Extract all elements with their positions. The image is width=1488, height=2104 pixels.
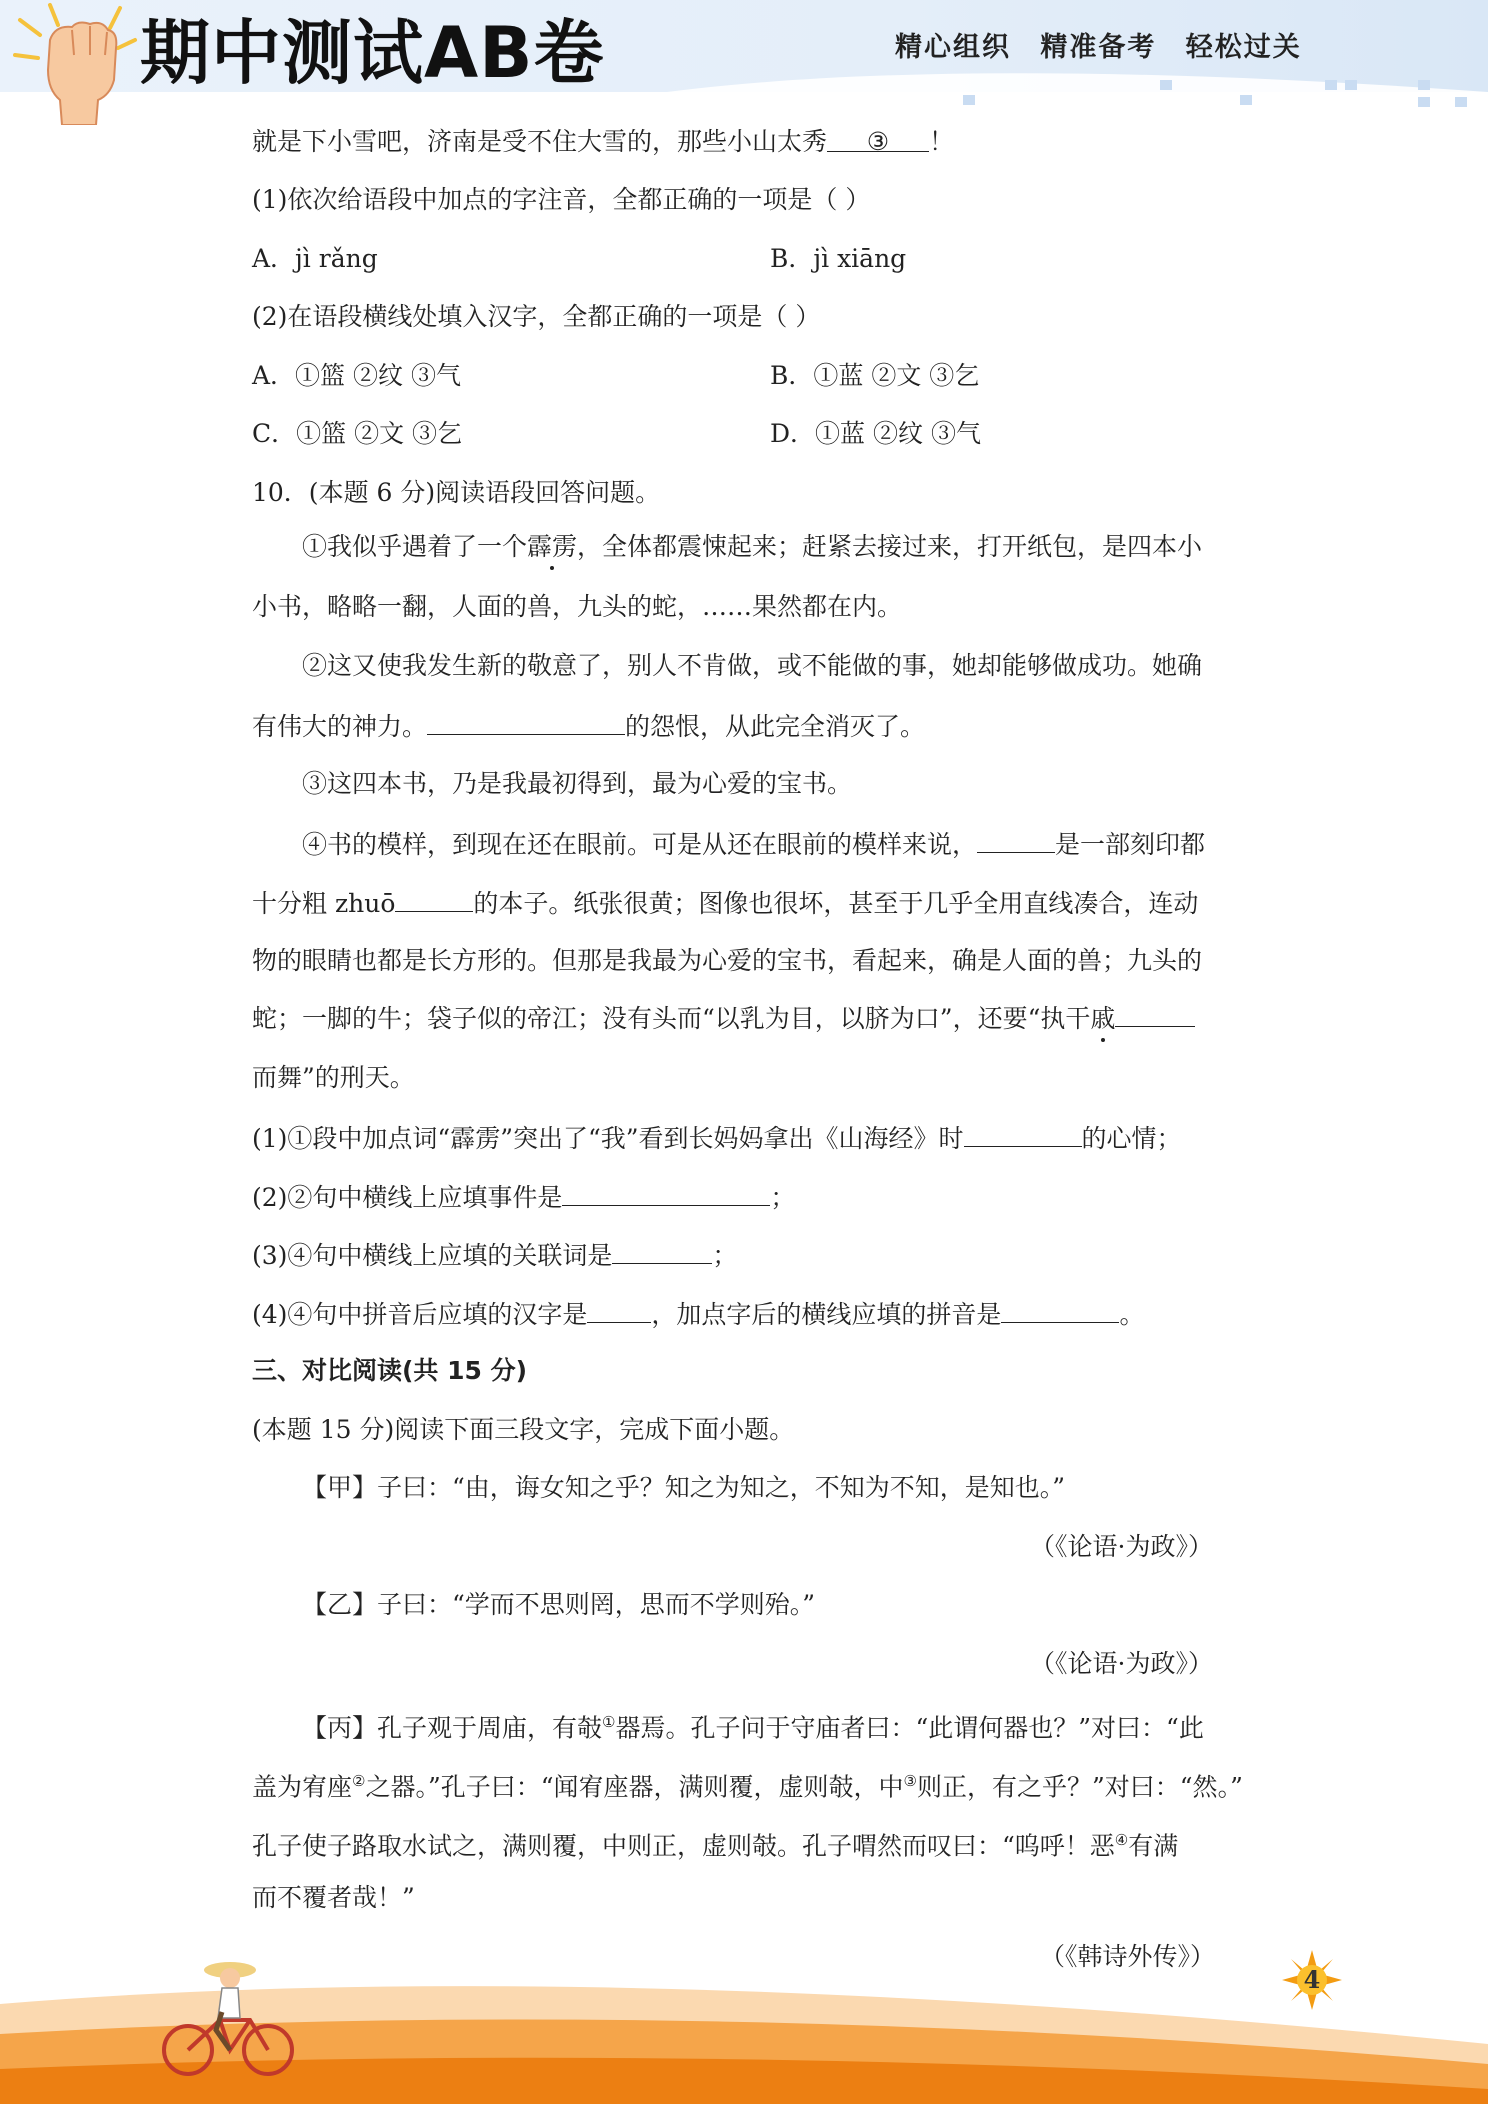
passage-bing: 【丙】孔子观于周庙，有攲①器焉。孔子问于守庙者曰：“此谓何器也？”对曰：“此 xyxy=(302,1713,1204,1743)
option-d: D．①蓝 ②纹 ③气 xyxy=(770,419,981,448)
sub-question: (3)④句中横线上应填的关联词是 ； xyxy=(252,1241,738,1270)
passage-line: 小书，略略一翻，人面的兽，九头的蛇，……果然都在内。 xyxy=(252,592,903,621)
source-citation: （《韩诗外传》） xyxy=(1040,1942,1216,1971)
passage-bing: 孔子使子路取水试之，满则覆，中则正，虚则攲。孔子喟然而叹曰：“呜呼！恶④有满 xyxy=(252,1831,1179,1861)
sub-question: (1)①段中加点词“霹雳”突出了“我”看到长妈妈拿出《山海经》时 的心情； xyxy=(252,1124,1182,1153)
decor-square xyxy=(1325,80,1337,90)
passage-bing: 盖为宥座②之器。”孔子曰：“闻宥座器，满则覆，虚则攲，中③则正，有之乎？”对曰：“然。” xyxy=(252,1772,1243,1802)
dotted-word: 戚 xyxy=(1090,1004,1116,1033)
question-title: 10．(本题 6 分)阅读语段回答问题。 xyxy=(252,478,661,507)
passage-jia: 【甲】子曰：“由，诲女知之乎？知之为知之，不知为不知，是知也。” xyxy=(302,1473,1066,1502)
decor-square xyxy=(1455,97,1467,107)
passage-line: ②这又使我发生新的敬意了，别人不肯做，或不能做的事，她却能够做成功。她确 xyxy=(302,651,1203,680)
decor-square xyxy=(963,95,975,105)
passage-line: ③这四本书，乃是我最初得到，最为心爱的宝书。 xyxy=(302,769,853,798)
passage-line: 有伟大的神力。 的怨恨，从此完全消灭了。 xyxy=(252,712,926,741)
option-a: A．jì rǎng xyxy=(252,244,378,273)
cyclist-icon xyxy=(160,1950,300,2080)
option-b: B．①蓝 ②文 ③乞 xyxy=(770,361,980,390)
decor-square xyxy=(1418,80,1430,90)
passage-yi: 【乙】子曰：“学而不思则罔，思而不学则殆。” xyxy=(302,1590,816,1619)
section-heading: 三、对比阅读(共 15 分) xyxy=(252,1356,528,1385)
option-b: B．jì xiāng xyxy=(770,244,907,273)
sub-question: (4)④句中拼音后应填的汉字是 ，加点字后的横线应填的拼音是 。 xyxy=(252,1300,1145,1329)
passage-line: ④书的模样，到现在还在眼前。可是从还在眼前的模样来说， 是一部刻印都 xyxy=(302,830,1206,859)
passage-line: 而舞”的刑天。 xyxy=(252,1063,415,1092)
passage-line: 物的眼睛也都是长方形的。但那是我最为心爱的宝书，看起来，确是人面的兽；九头的 xyxy=(252,946,1203,975)
question-text: (1)依次给语段中加点的字注音，全都正确的一项是（ ） xyxy=(252,185,871,214)
page-header xyxy=(0,0,1488,125)
sub-question: (2)②句中横线上应填事件是 ； xyxy=(252,1183,796,1212)
raised-fist-icon xyxy=(10,0,145,125)
decor-square xyxy=(1240,95,1252,105)
header-swoosh xyxy=(600,40,1488,110)
question-title: (本题 15 分)阅读下面三段文字，完成下面小题。 xyxy=(252,1415,795,1444)
dotted-word: 霹雳 xyxy=(527,532,578,561)
passage-line: ①我似乎遇着了一个霹雳，全体都震悚起来；赶紧去接过来，打开纸包，是四本小 xyxy=(302,532,1203,561)
question-text: (2)在语段横线处填入汉字，全都正确的一项是（ ） xyxy=(252,302,821,331)
source-citation: （《论语·为政》） xyxy=(1030,1649,1213,1678)
decor-square xyxy=(1160,80,1172,90)
header-title: 期中测试AB卷 xyxy=(140,12,605,94)
passage-line: 蛇；一脚的牛；袋子似的帝江；没有头而“以乳为目，以脐为口”，还要“执干戚 xyxy=(252,1002,1195,1034)
passage-line: 十分粗 zhuō 的本子。纸张很黄；图像也很坏，甚至于几乎全用直线凑合，连动 xyxy=(252,889,1199,918)
decor-square xyxy=(1418,97,1430,107)
passage-line: 就是下小雪吧，济南是受不住大雪的，那些小山太秀 ③ ！ xyxy=(252,127,955,156)
option-c: C．①篮 ②文 ③乞 xyxy=(252,419,463,448)
decor-square xyxy=(1345,80,1357,90)
option-a: A．①篮 ②纹 ③气 xyxy=(252,361,461,390)
header-slogan: 精心组织 精准备考 轻松过关 xyxy=(895,32,1302,63)
page-number: 4 xyxy=(1303,1965,1321,1994)
source-citation: （《论语·为政》） xyxy=(1030,1532,1213,1561)
passage-bing: 而不覆者哉！” xyxy=(252,1883,415,1912)
